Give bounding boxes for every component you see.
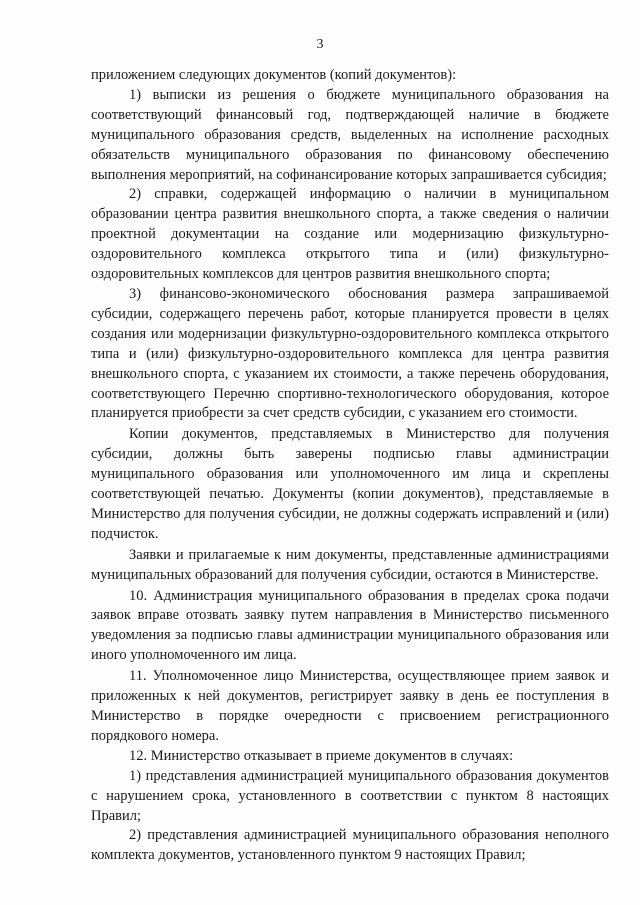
paragraph-intro: приложением следующих документов (копий документов): [91, 67, 457, 83]
paragraph-document-copies: Копии документов, представляемых в Министерство для получения субсидии, должны быть заверены подписью главы администрации муниципального образования или уполномоченного им лица и скреплены соответствующей печатью. Документы (копии документов), представляемые в Министерство для получения субсидии, не должны содержать исправлений и (или) подчисток. [91, 426, 609, 542]
paragraph-clause-12-item-1: 1) представления администрацией муниципального образования документов с нарушением срока, установленного в соответствии с пунктом 8 настоящих Правил; [91, 767, 609, 824]
paragraph-clause-12-item-2: 2) представления администрацией муниципального образования неполного комплекта документов, установленного пунктом 9 настоящих Правил; [91, 827, 609, 864]
paragraph-item-3-financial-justification: 3) финансово-экономического обоснования размера запрашиваемой субсидии, содержащего перечень работ, которые планируется провести в целях создания или модернизации физкультурно-оздоровительного комплекса открытого типа и (или) физкультурно-оздоровительного комплекса для центра развития внешкольного спорта, с указанием их стоимости, а также перечень оборудования, соответствующего Перечню спортивно-технологического оборудования, которое планируется приобрести за счет средств субсидии, с указанием его стоимости. [91, 285, 609, 422]
document-body [91, 66, 609, 866]
paragraph-clause-11: 11. Уполномоченное лицо Министерства, осуществляющее прием заявок и приложенных к ней документов, регистрирует заявку в день ее поступления в Министерство в порядке очередности с присвоением регистрационного порядкового номера. [91, 668, 609, 744]
paragraph-item-1-budget-extract: 1) выписки из решения о бюджете муниципального образования на соответствующий финансовый год, подтверждающей наличие в бюджете муниципального образования средств, выделенных на исполнение расходных обязательств муниципального образования по финансовому обеспечению выполнения мероприятий, на софинансирование которых запрашивается субсидия; [91, 86, 609, 183]
paragraph-clause-12: 12. Министерство отказывает в приеме документов в случаях: [129, 747, 514, 764]
paragraph-applications-retained: Заявки и прилагаемые к ним документы, представленные администрациями муниципальных образований для получения субсидии, остаются в Министерстве. [91, 546, 609, 583]
page-number: 3 [316, 37, 324, 52]
paragraph-clause-10: 10. Администрация муниципального образования в пределах срока подачи заявок вправе отозвать заявку путем направления в Министерство письменного уведомления за подписью главы администрации муниципального образования или иного уполномоченного им лица. [91, 587, 609, 664]
paragraph-item-2-sports-center-certificate: 2) справки, содержащей информацию о наличии в муниципальном образовании центра развития внешкольного спорта, а также сведения о наличии проектной документации на создание или модернизацию физкультурно-оздоровительного комплекса открытого типа и (или) физкультурно-оздоровительных комплексов для центров развития внешкольного спорта; [91, 186, 609, 283]
